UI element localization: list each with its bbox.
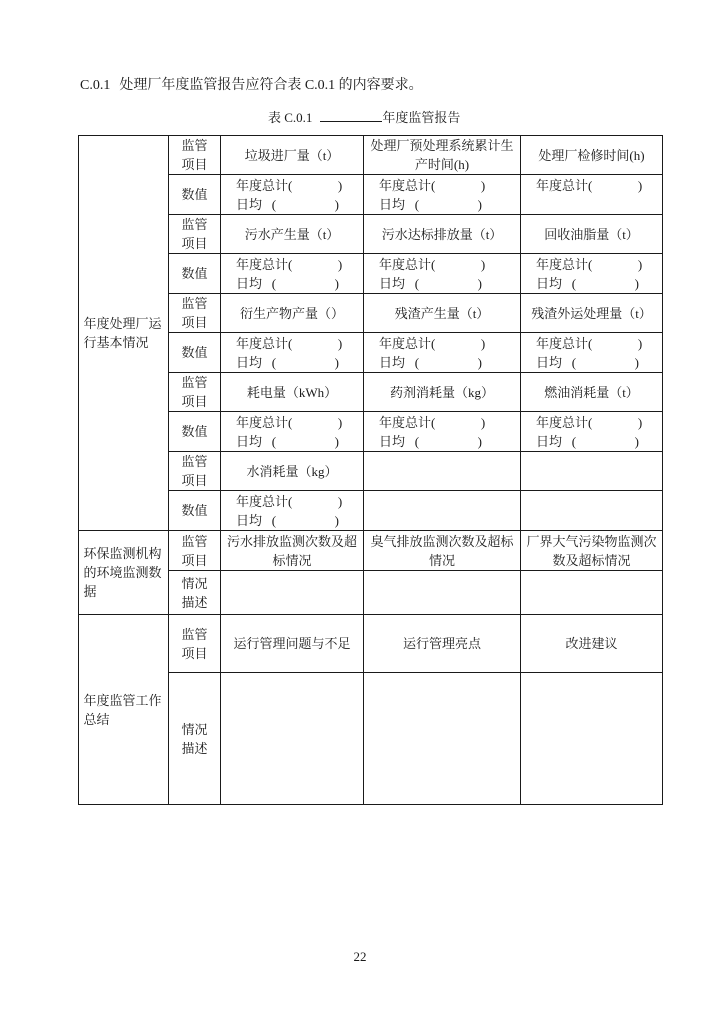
description-cell [364,571,521,615]
daily-average-line: 日均 ( ) [379,354,482,370]
item-cell: 药剂消耗量（kg） [364,373,521,412]
row-header-label: 监管项目 [181,375,208,409]
daily-average-line: 日均 ( ) [379,433,482,449]
value-cell [364,175,521,215]
section-label: 年度监管工作总结 [83,692,162,727]
item-cell: 燃油消耗量（t） [521,373,663,412]
item-cell [521,452,663,491]
row-header-cell [169,294,221,333]
page-number: 22 [353,949,367,964]
item-cell: 残渣外运处理量（t） [521,294,663,333]
section-label: 年度处理厂运行基本情况 [83,316,162,350]
daily-average-line: 日均 ( ) [536,433,639,449]
row-header-label: 情况描述 [181,721,208,756]
daily-average-line: 日均 ( ) [236,354,339,370]
caption-prefix: 表 C.0.1 [268,110,313,125]
item-cell: 水消耗量（kg） [221,452,364,491]
row-header-label: 监管项目 [181,217,208,251]
annual-total-line: 年度总计( ) [236,177,343,193]
value-cell [521,175,663,215]
annual-total-line: 年度总计( ) [536,177,643,193]
section-label: 环保监测机构的环境监测数据 [83,546,162,599]
clause-text: 处理厂年度监管报告应符合表 C.0.1 的内容要求。 [119,78,423,93]
clause-heading [80,76,423,96]
item-cell: 改进建议 [521,615,663,673]
row-header-label: 监管项目 [181,533,208,568]
row-header-cell [169,333,221,373]
item-cell: 耗电量（kWh） [221,373,364,412]
value-cell [221,254,364,294]
row-header-cell [169,452,221,491]
daily-average-line: 日均 ( ) [536,354,639,370]
row-header-label: 监管项目 [181,296,208,330]
item-cell: 垃圾进厂量（t） [221,136,364,175]
value-cell [521,254,663,294]
section-label-cell [79,615,169,805]
caption-blank-underline [320,107,382,122]
row-header-label: 数值 [181,187,208,202]
row-header-cell [169,615,221,673]
row-header-label: 数值 [181,266,208,281]
daily-average-line: 日均 ( ) [236,512,339,528]
value-cell [364,491,521,531]
value-cell [521,333,663,373]
value-cell [521,412,663,452]
daily-average-line: 日均 ( ) [236,196,339,212]
row-header-cell [169,136,221,175]
row-header-cell [169,175,221,215]
item-cell: 衍生产物产量（） [221,294,364,333]
item-cell: 臭气排放监测次数及超标情况 [364,531,521,571]
annual-total-line [379,492,520,511]
item-cell: 厂界大气污染物监测次数及超标情况 [521,531,663,571]
item-cell: 残渣产生量（t） [364,294,521,333]
annual-total-line: 年度总计( ) [536,256,643,272]
row-header-cell [169,254,221,294]
annual-total-line: 年度总计( ) [536,335,643,351]
annual-total-line: 年度总计( ) [236,256,343,272]
table-row [79,615,663,673]
table-row [79,531,663,571]
row-header-cell [169,673,221,805]
row-header-label: 监管项目 [181,138,208,172]
annual-total-line: 年度总计( ) [236,493,343,509]
daily-average-line [536,195,662,214]
row-header-cell [169,571,221,615]
value-cell [221,491,364,531]
annual-total-line: 年度总计( ) [379,256,486,272]
annual-total-line: 年度总计( ) [536,414,643,430]
row-header-label: 数值 [181,345,208,360]
clause-number: C.0.1 [80,78,111,93]
item-cell: 处理厂检修时间(h) [521,136,663,175]
item-cell: 污水达标排放量（t） [364,215,521,254]
row-header-label: 数值 [181,424,208,439]
row-header-label: 数值 [181,503,208,518]
row-header-cell [169,412,221,452]
annual-total-line: 年度总计( ) [379,177,486,193]
table-row [79,136,663,175]
description-cell [221,571,364,615]
item-cell: 处理厂预处理系统累计生产时间(h) [364,136,521,175]
value-cell [221,333,364,373]
item-cell: 运行管理问题与不足 [221,615,364,673]
item-cell: 运行管理亮点 [364,615,521,673]
daily-average-line: 日均 ( ) [379,275,482,291]
row-header-cell [169,215,221,254]
daily-average-line: 日均 ( ) [379,196,482,212]
row-header-cell [169,373,221,412]
daily-average-line: 日均 ( ) [236,433,339,449]
row-header-label: 监管项目 [181,626,208,661]
annual-total-line: 年度总计( ) [236,335,343,351]
description-cell [521,571,663,615]
row-header-cell [169,491,221,531]
annual-total-line: 年度总计( ) [379,335,486,351]
description-cell [364,673,521,805]
section-label-cell [79,531,169,615]
annual-total-line: 年度总计( ) [379,414,486,430]
value-cell [221,412,364,452]
daily-average-line [379,511,520,530]
caption-suffix: 年度监管报告 [382,110,461,125]
daily-average-line [536,511,662,530]
item-cell: 污水排放监测次数及超标情况 [221,531,364,571]
value-cell [364,412,521,452]
value-cell [364,254,521,294]
description-cell [521,673,663,805]
annual-total-line [536,492,662,511]
value-cell [521,491,663,531]
daily-average-line: 日均 ( ) [236,275,339,291]
section-label-cell [79,136,169,531]
description-cell [221,673,364,805]
table-caption [268,107,460,127]
annual-supervision-report-table [78,135,663,805]
value-cell [221,175,364,215]
item-cell: 回收油脂量（t） [521,215,663,254]
row-header-cell [169,531,221,571]
daily-average-line: 日均 ( ) [536,275,639,291]
annual-total-line: 年度总计( ) [236,414,343,430]
item-cell [364,452,521,491]
row-header-label: 情况描述 [181,575,208,610]
row-header-label: 监管项目 [181,454,208,488]
value-cell [364,333,521,373]
item-cell: 污水产生量（t） [221,215,364,254]
